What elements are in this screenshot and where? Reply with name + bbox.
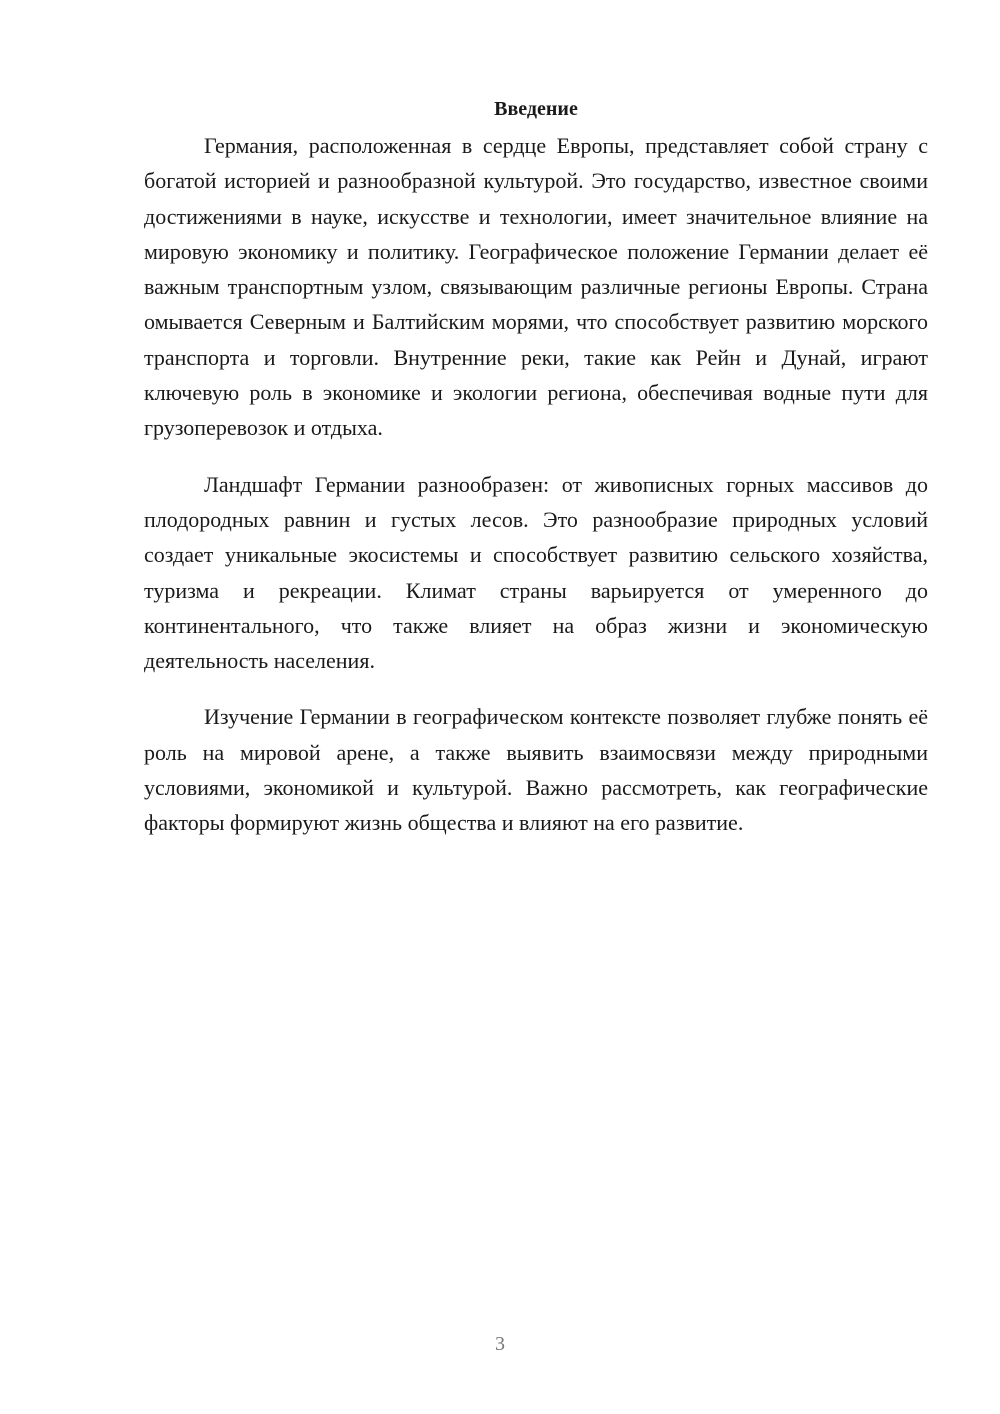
section-heading: Введение bbox=[494, 98, 578, 120]
paragraph-intro: Германия, расположенная в сердце Европы, представляет собой страну с богатой историей и разнообразной культурой. Это государство, известное своими достижениями в науке, искусстве и технологии, имеет значительное влияние на мировую экономику и политику. Географическое положение Германии делает её важным транспортным узлом, связывающим различные регионы Европы. Страна омывается Северным и Балтийским морями, что способствует развитию морского транспорта и торговли. Внутренние реки, такие как Рейн и Дунай, играют ключевую роль в экономике и экологии региона, обеспечивая водные пути для грузоперевозок и отдыха. bbox=[144, 133, 928, 441]
paragraph-study: Изучение Германии в географическом контексте позволяет глубже понять её роль на мировой арене, а также выявить взаимосвязи между природными условиями, экономикой и культурой. Важно рассмотреть, как географические факторы формируют жизнь общества и влияют на его развитие. bbox=[144, 704, 928, 836]
page-number: 3 bbox=[495, 1333, 505, 1355]
page-content bbox=[144, 94, 928, 862]
paragraph-landscape: Ландшафт Германии разнообразен: от живописных горных массивов до плодородных равнин и густых лесов. Это разнообразие природных условий создает уникальные экосистемы и способствует развитию сельского хозяйства, туризма и рекреации. Климат страны варьируется от умеренного до континентального, что также влияет на образ жизни и экономическую деятельность населения. bbox=[144, 471, 928, 674]
